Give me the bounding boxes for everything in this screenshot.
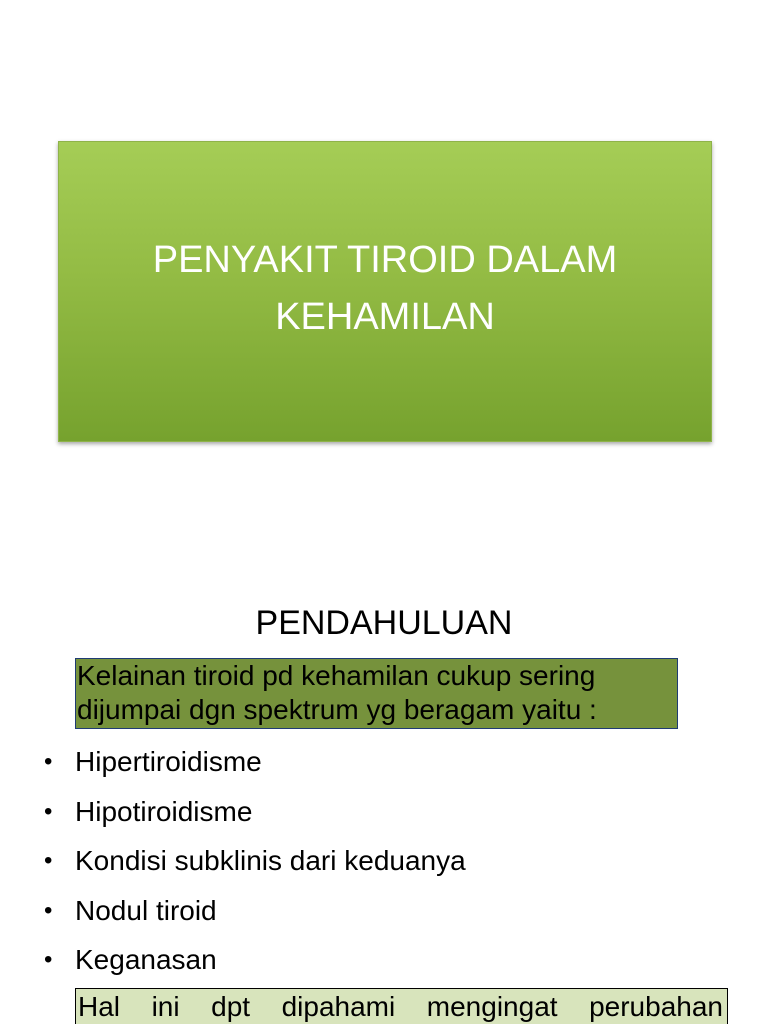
- bullet-icon: •: [44, 896, 53, 924]
- bullet-icon: •: [44, 847, 53, 874]
- bullet-text: Hipertiroidisme: [75, 746, 262, 777]
- intro-text-box: [75, 658, 678, 729]
- slide-title-line-1: PENYAKIT TIROID DALAM: [152, 238, 618, 281]
- bottom-text-box: Hal ini dpt dipahami mengingat perubahan: [75, 988, 728, 1024]
- list-item: [0, 787, 768, 837]
- bullet-text: Kondisi subklinis dari keduanya: [75, 845, 466, 876]
- slide-title: [125, 232, 645, 346]
- list-item: [0, 737, 768, 787]
- list-item: [0, 886, 768, 936]
- bullet-text: Hipotiroidisme: [75, 795, 253, 827]
- bullet-text: Nodul tiroid: [75, 894, 217, 926]
- list-item: [0, 935, 768, 985]
- list-item: [0, 836, 768, 886]
- bullet-icon: •: [44, 797, 53, 825]
- bullet-icon: •: [44, 946, 53, 973]
- title-box: [58, 141, 712, 442]
- slide-title-line-2: KEHAMILAN: [275, 295, 495, 338]
- section-heading: PENDAHULUAN: [255, 604, 513, 642]
- bullet-text: Keganasan: [75, 944, 217, 975]
- bullet-icon: •: [44, 748, 53, 775]
- bullet-list: [0, 737, 768, 985]
- intro-line-2: dijumpai dgn spektrum yg beragam yaitu :: [77, 694, 597, 725]
- intro-line-1: Kelainan tiroid pd kehamilan cukup sering: [77, 660, 596, 691]
